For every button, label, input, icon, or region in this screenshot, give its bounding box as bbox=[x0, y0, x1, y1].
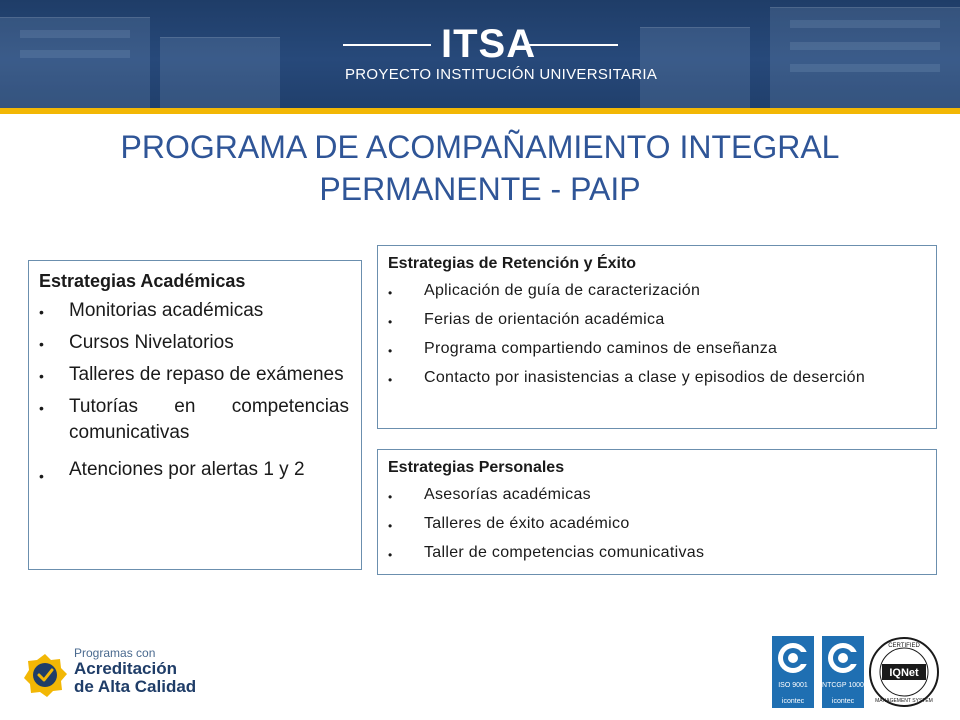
building-window bbox=[20, 50, 130, 58]
bullet-icon: • bbox=[388, 344, 393, 358]
page-title bbox=[40, 126, 920, 210]
list-item: • Programa compartiendo caminos de enseñanza bbox=[388, 337, 924, 361]
bullet-icon: • bbox=[388, 519, 393, 533]
header-banner bbox=[0, 0, 960, 108]
box-heading: Estrategias Académicas bbox=[39, 271, 246, 291]
box-heading: Estrategias de Retención y Éxito bbox=[388, 255, 637, 272]
accreditation-badge-icon bbox=[22, 652, 68, 698]
banner-rule-left bbox=[343, 44, 431, 46]
icontec-logo-icon bbox=[772, 636, 814, 680]
bullet-icon: • bbox=[388, 286, 393, 300]
gold-accent-bar bbox=[0, 108, 960, 114]
bullet-icon: • bbox=[388, 373, 393, 387]
building-window bbox=[20, 30, 130, 38]
list-item: • Cursos Nivelatorios bbox=[39, 330, 349, 356]
list-item: • Monitorias académicas bbox=[39, 298, 349, 324]
academic-strategies-box bbox=[28, 260, 362, 570]
bullet-list bbox=[388, 279, 924, 390]
iso-9001-seal: ISO 9001 icontec bbox=[772, 636, 814, 708]
list-item: • Ferias de orientación académica bbox=[388, 308, 924, 332]
box-heading: Estrategias Personales bbox=[388, 459, 565, 476]
bullet-icon: • bbox=[388, 315, 393, 329]
personal-strategies-box bbox=[377, 449, 937, 575]
bullet-list bbox=[388, 483, 924, 565]
retention-strategies-box bbox=[377, 245, 937, 429]
ntcgp-1000-seal: NTCGP 1000 icontec bbox=[822, 636, 864, 708]
building-window bbox=[790, 20, 940, 28]
list-item: • Taller de competencias comunicativas bbox=[388, 541, 924, 565]
bullet-icon: • bbox=[39, 468, 44, 484]
bullet-icon: • bbox=[39, 304, 44, 320]
bullet-icon: • bbox=[388, 548, 393, 562]
accreditation-text: Programas con Acreditación de Alta Calidad bbox=[74, 646, 197, 696]
bullet-icon: • bbox=[39, 400, 44, 416]
list-item: • Asesorías académicas bbox=[388, 483, 924, 507]
svg-text:CERTIFIED: CERTIFIED bbox=[888, 643, 920, 649]
list-item: • Talleres de éxito académico bbox=[388, 512, 924, 536]
svg-text:MANAGEMENT SYSTEM: MANAGEMENT SYSTEM bbox=[875, 698, 933, 704]
brand-subtitle: PROYECTO INSTITUCIÓN UNIVERSITARIA bbox=[345, 66, 658, 83]
brand-name: ITSA bbox=[441, 22, 537, 66]
page-title-line-2: PERMANENTE - PAIP bbox=[319, 171, 641, 207]
list-item: • Atenciones por alertas 1 y 2 bbox=[39, 452, 349, 488]
bullet-icon: • bbox=[39, 368, 44, 384]
iqnet-certified-seal-icon bbox=[868, 636, 940, 708]
icontec-logo-icon bbox=[822, 636, 864, 680]
list-item: • Talleres de repaso de exámenes bbox=[39, 362, 349, 388]
background-building bbox=[160, 37, 280, 108]
banner-rule-right bbox=[528, 44, 618, 46]
bullet-icon: • bbox=[39, 336, 44, 352]
building-window bbox=[790, 64, 940, 72]
svg-text:IQNet: IQNet bbox=[889, 667, 919, 679]
list-item: • Tutorías en competencias comunicativas bbox=[39, 396, 349, 443]
list-item: • Aplicación de guía de caracterización bbox=[388, 279, 924, 303]
building-window bbox=[790, 42, 940, 50]
page-title-line-1: PROGRAMA DE ACOMPAÑAMIENTO INTEGRAL bbox=[120, 129, 840, 165]
bullet-icon: • bbox=[388, 490, 393, 504]
bullet-list bbox=[39, 298, 349, 488]
list-item: • Contacto por inasistencias a clase y episodios de deserción bbox=[388, 366, 924, 390]
